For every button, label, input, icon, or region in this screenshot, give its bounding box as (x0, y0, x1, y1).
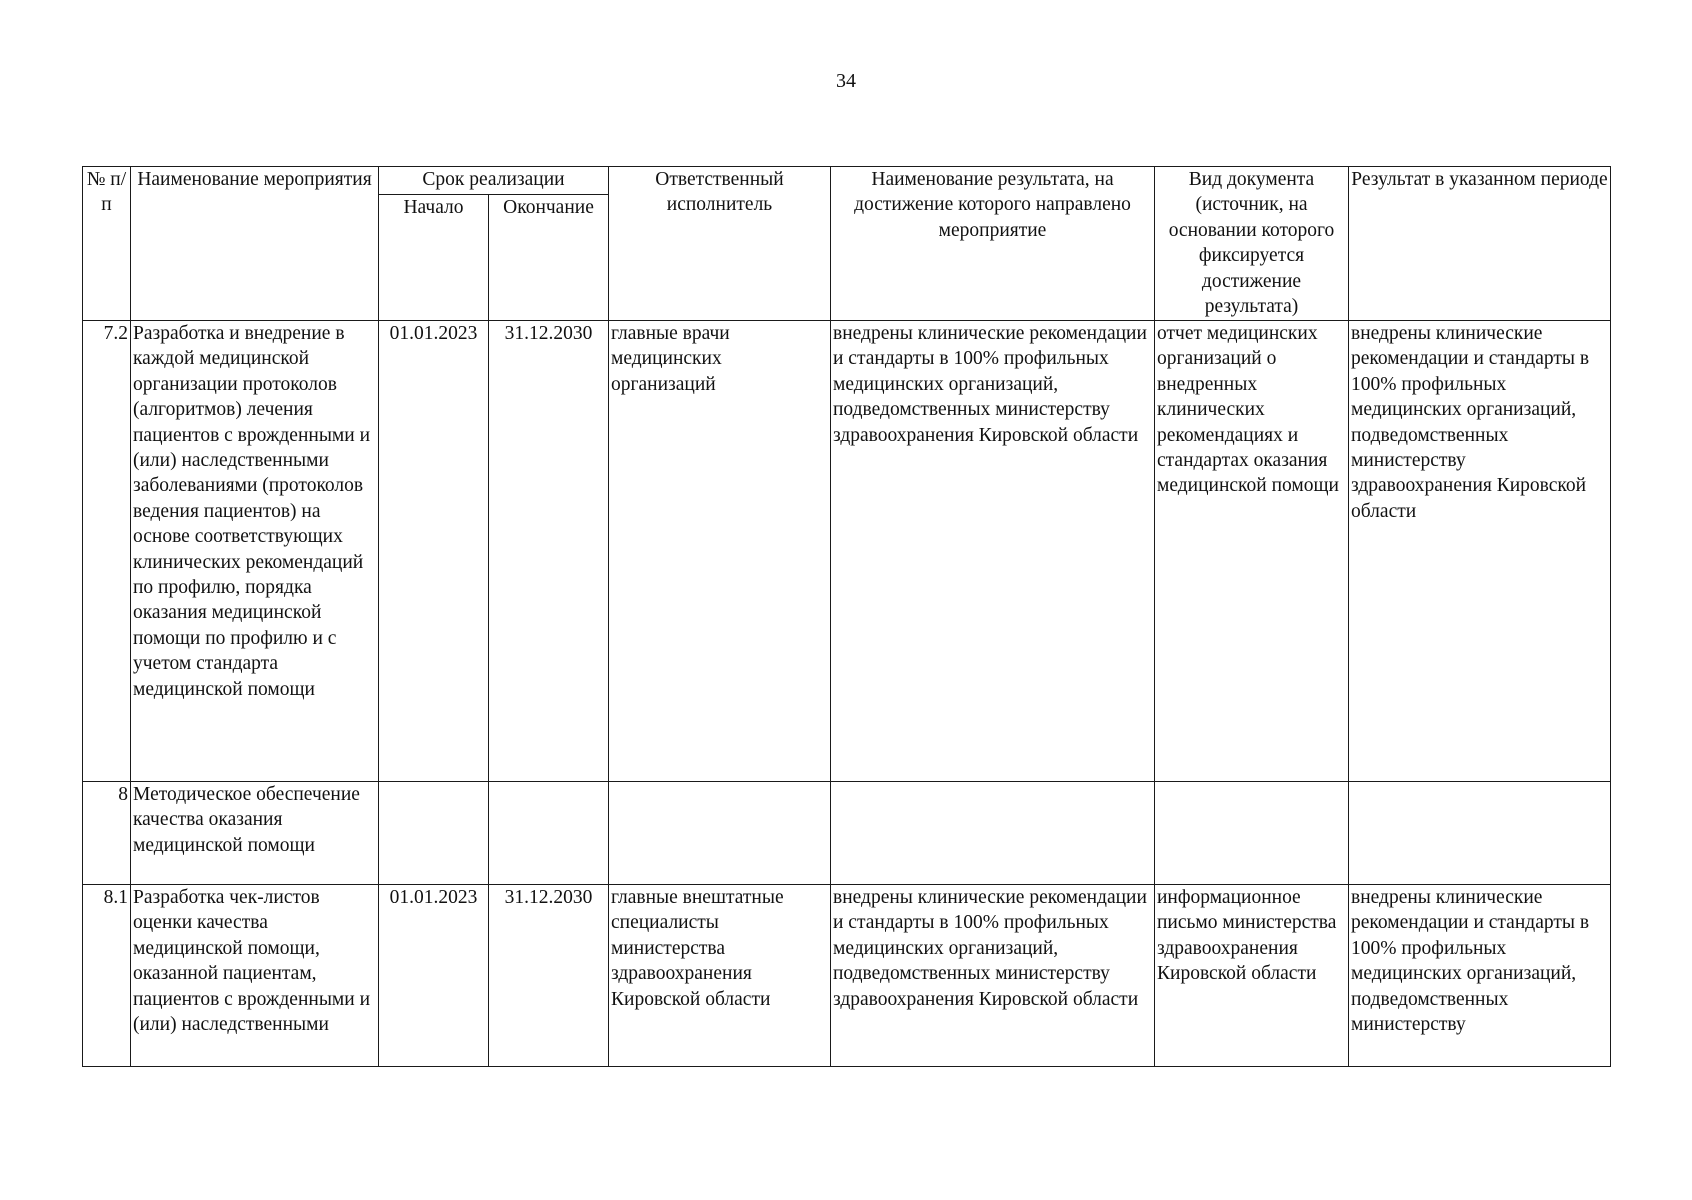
header-responsible: Ответственный исполнитель (609, 167, 831, 321)
row-start-date (379, 782, 489, 885)
header-result-name: Наименование результата, на достижение которого направлено мероприятие (831, 167, 1155, 321)
row-event-name: Разработка и внедрение в каждой медицинской организации протоколов (алгоритмов) лечения пациентов с врожденными и (или) наследственными заболеваниями (протоколов ведения пациентов) на основе соответствующих клинических рекомендаций по профилю, порядка оказания медицинской помощи по профилю и с учетом стандарта медицинской помощи (131, 321, 379, 782)
row-responsible: главные внештатные специалисты министерства здравоохранения Кировской области (609, 885, 831, 1067)
row-result-name: внедрены клинические рекомендации и стандарты в 100% профильных медицинских организаций, подведомственных министерству здравоохранения Кировской области (831, 885, 1155, 1067)
table-row (83, 885, 1611, 1067)
page-number: 34 (836, 70, 856, 92)
row-doc-type (1155, 782, 1349, 885)
row-num: 7.2 (83, 321, 131, 782)
row-start-date: 01.01.2023 (379, 321, 489, 782)
row-responsible (609, 782, 831, 885)
header-result: Результат в указанном периоде (1349, 167, 1611, 321)
row-result (1349, 782, 1611, 885)
row-end-date: 31.12.2030 (489, 321, 609, 782)
header-num: № п/п (83, 167, 131, 321)
row-end-date (489, 782, 609, 885)
row-doc-type: отчет медицинских организаций о внедренных клинических рекомендациях и стандартах оказания медицинской помощи (1155, 321, 1349, 782)
row-event-name: Методическое обеспечение качества оказания медицинской помощи (131, 782, 379, 885)
row-result-name: внедрены клинические рекомендации и стандарты в 100% профильных медицинских организаций, подведомственных министерству здравоохранения Кировской области (831, 321, 1155, 782)
row-num: 8.1 (83, 885, 131, 1067)
header-start: Начало (379, 195, 489, 321)
table-row (83, 321, 1611, 782)
header-event-name: Наименование мероприятия (131, 167, 379, 321)
row-result: внедрены клинические рекомендации и стандарты в 100% профильных медицинских организаций, подведомственных министерству здравоохранения Кировской области (1349, 321, 1611, 782)
events-table (82, 166, 1611, 1067)
header-period: Срок реализации (379, 167, 609, 195)
row-num: 8 (83, 782, 131, 885)
header-doc-type: Вид документа (источник, на основании которого фиксируется достижение результата) (1155, 167, 1349, 321)
row-result-name (831, 782, 1155, 885)
table-row (83, 782, 1611, 885)
header-end: Окончание (489, 195, 609, 321)
row-start-date: 01.01.2023 (379, 885, 489, 1067)
row-end-date: 31.12.2030 (489, 885, 609, 1067)
row-responsible: главные врачи медицинских организаций (609, 321, 831, 782)
row-result: внедрены клинические рекомендации и стандарты в 100% профильных медицинских организаций, подведомственных министерству (1349, 885, 1611, 1067)
row-event-name: Разработка чек-листов оценки качества медицинской помощи, оказанной пациентам, пациентов с врожденными и (или) наследственными (131, 885, 379, 1067)
table-header-row (83, 167, 1611, 195)
row-doc-type: информационное письмо министерства здравоохранения Кировской области (1155, 885, 1349, 1067)
